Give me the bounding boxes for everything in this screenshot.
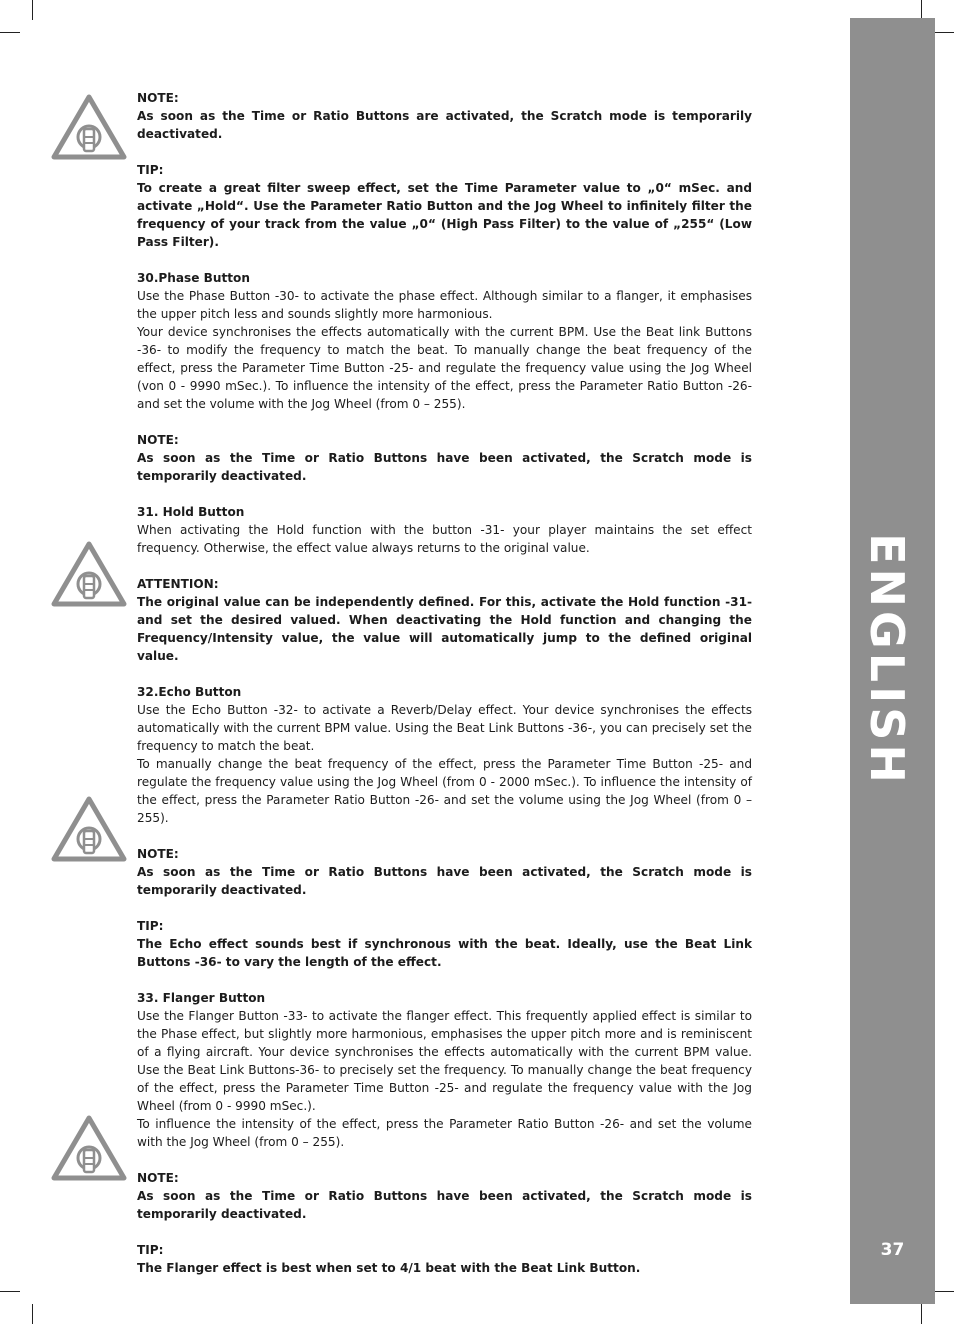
paragraph: When activating the Hold function with the button -31- your player maintains the set effect frequency. Otherwise, the effect value always returns to the original value. [137, 523, 752, 555]
note-text: As soon as the Time or Ratio Buttons have been activated, the Scratch mode is temporarily deactivated. [137, 865, 752, 897]
crop-mark [0, 32, 20, 33]
tip-heading: TIP: [137, 919, 164, 933]
note-heading: NOTE: [137, 847, 179, 861]
tip-bulb-icon [50, 93, 128, 161]
note-text: As soon as the Time or Ratio Buttons have been activated, the Scratch mode is temporarily deactivated. [137, 1189, 752, 1221]
note-heading: NOTE: [137, 91, 179, 105]
section-heading-flanger: 33. Flanger Button [137, 991, 266, 1005]
paragraph: Use the Flanger Button -33- to activate the flanger effect. This frequently applied effect is similar to the Phase effect, but slightly more harmonious, emphasises the upper pitch more and is reminiscent of a flying aircraft. Your device synchronises the effects automatically with the current BPM value. Use the Beat Link Buttons-36- to precisely set the frequency. To manually change the beat frequency of the effect, press the Parameter Time Button -25- and regulate the frequency value with the Jog Wheel (from 0 - 9990 mSec.). [137, 1009, 752, 1113]
page-number: 37 [880, 1240, 905, 1260]
paragraph: To manually change the beat frequency of the effect, press the Parameter Time Button -25- and regulate the frequency value using the Jog Wheel (from 0 - 2000 mSec.). To influence the intensity of the effect, press the Parameter Ratio Button -26- and set the volume using the Jog Wheel (from 0 – 255). [137, 757, 752, 825]
crop-mark [921, 0, 922, 20]
crop-mark [934, 1291, 954, 1292]
paragraph: Use the Phase Button -30- to activate the phase effect. Although similar to a flanger, it emphasises the upper pitch less and sounds slightly more harmonious. [137, 289, 752, 321]
paragraph: To influence the intensity of the effect, press the Parameter Ratio Button -26- and set the volume with the Jog Wheel (from 0 – 255). [137, 1117, 752, 1149]
crop-mark [0, 1291, 20, 1292]
tip-bulb-icon [50, 795, 128, 863]
note-text: As soon as the Time or Ratio Buttons are activated, the Scratch mode is temporarily deactivated. [137, 109, 752, 141]
manual-text [137, 89, 752, 1277]
tip-text: To create a great filter sweep effect, set the Time Parameter value to „0“ mSec. and activate „Hold“. Use the Parameter Ratio Button and the Jog Wheel to infinitely filter the frequency of your track from the value „0“ (High Pass Filter) to the value of „255“ (Low Pass Filter). [137, 181, 752, 249]
paragraph: Use the Echo Button -32- to activate a Reverb/Delay effect. Your device synchronises the effects automatically with the current BPM value. Using the Beat Link Buttons -36-, you can precisely set the frequency to match the beat. [137, 703, 752, 753]
crop-mark [32, 1304, 33, 1324]
attention-heading: ATTENTION: [137, 577, 219, 591]
language-label: ENGLISH [860, 533, 914, 787]
note-text: As soon as the Time or Ratio Buttons have been activated, the Scratch mode is temporarily deactivated. [137, 451, 752, 483]
note-heading: NOTE: [137, 433, 179, 447]
paragraph: Your device synchronises the effects automatically with the current BPM. Use the Beat link Buttons -36- to modify the frequency to match the beat. To manually change the beat frequency of the effect, press the Parameter Time Button -25- and regulate the frequency value using the Jog Wheel (von 0 - 9990 mSec.). To influence the intensity of the effect, press the Parameter Ratio Button -26- and set the volume with the Jog Wheel (from 0 – 255). [137, 325, 752, 411]
crop-mark [934, 32, 954, 33]
tip-heading: TIP: [137, 1243, 164, 1257]
tip-bulb-icon [50, 1114, 128, 1182]
section-heading-echo: 32.Echo Button [137, 685, 242, 699]
section-heading-hold: 31. Hold Button [137, 505, 245, 519]
section-heading-phase: 30.Phase Button [137, 271, 250, 285]
attention-text: The original value can be independently defined. For this, activate the Hold function -31- and set the desired valued. When deactivating the Hold function and changing the Frequency/Intensity value, the value will automatically jump to the defined original value. [137, 595, 752, 663]
crop-mark [32, 0, 33, 20]
tip-heading: TIP: [137, 163, 164, 177]
note-heading: NOTE: [137, 1171, 179, 1185]
tip-text: The Echo effect sounds best if synchronous with the beat. Ideally, use the Beat Link Buttons -36- to vary the length of the effect. [137, 937, 752, 969]
crop-mark [921, 1304, 922, 1324]
tip-text: The Flanger effect is best when set to 4/1 beat with the Beat Link Button. [137, 1261, 641, 1275]
tip-bulb-icon [50, 540, 128, 608]
